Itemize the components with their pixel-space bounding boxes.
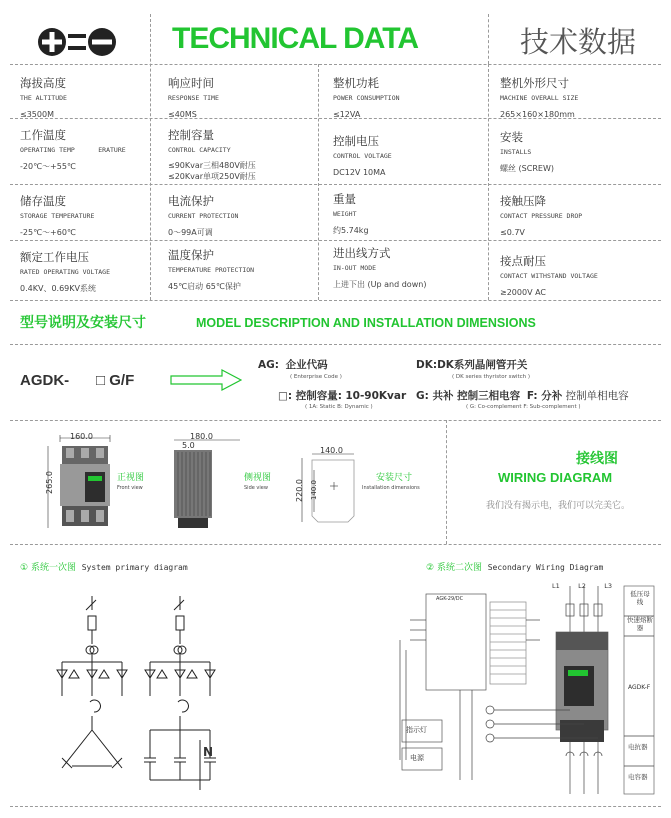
spec-contact-withstand-voltage: 接点耐压 CONTACT WITHSTAND VOLTAGE ≥2000V AC — [500, 254, 598, 297]
label-indicator: 指示灯 — [406, 726, 427, 734]
page-title-cn: 技术数据 — [520, 25, 637, 59]
spec-temperature-protection: 温度保护 TEMPERATURE PROTECTION 45℃启动 65℃保护 — [168, 248, 255, 291]
install-inner-height-dim: 140.0 — [310, 479, 319, 501]
model-ag-sub: ( Enterprise Code ) — [290, 374, 342, 380]
brand-logo-icon — [36, 26, 118, 58]
label-power: 电源 — [410, 754, 424, 762]
model-code-suffix: □ G/F — [96, 372, 135, 389]
spec-operating-temp: 工作温度 OPERATING TEMP ERATURE -20℃～+55℃ — [20, 128, 126, 171]
wiring-note: 我们没有揭示电，我们可以完美它。 — [486, 501, 631, 511]
wiring-title-cn: 接线图 — [576, 451, 618, 467]
phase-labels: L1 L2 L3 — [552, 582, 612, 590]
install-height-dim: 220.0 — [294, 479, 304, 502]
neutral-label: N — [203, 745, 214, 759]
install-label: 安装尺寸 — [376, 473, 413, 483]
label-busbar: 低压母线 — [630, 590, 650, 606]
spec-power-consumption: 整机功耗 POWER CONSUMPTION ≤12VA — [333, 76, 400, 119]
spec-weight: 重量 WEIGHT 约5.74kg — [333, 192, 369, 235]
page-title: TECHNICAL DATA — [172, 22, 418, 55]
side-view-label: 侧视图 — [244, 473, 272, 483]
model-gf-sub: ( G: Co-complement F: Sub-complement ) — [466, 404, 581, 410]
install-width-dim: 140.0 — [320, 446, 343, 455]
spec-control-voltage: 控制电压 CONTROL VOLTAGE DC12V 10MA — [333, 134, 392, 177]
spec-current-protection: 电流保护 CURRENT PROTECTION 0～99A可调 — [168, 194, 239, 237]
front-view-label: 正视图 — [117, 473, 145, 483]
front-height-dim: 265.0 — [44, 471, 54, 494]
label-agdk-f: AGDK-F — [628, 684, 651, 691]
wiring-title-en: WIRING DIAGRAM — [498, 470, 613, 485]
model-gf: G: 共补 控制三相电容 F: 分补 控制单相电容 — [416, 390, 629, 402]
spec-contact-pressure-drop: 接触压降 CONTACT PRESSURE DROP ≤0.7V — [500, 194, 583, 237]
front-width-dim: 160.0 — [70, 432, 93, 441]
label-fuse: 快速熔断器 — [627, 616, 653, 632]
install-label-en: Installation dimensions — [362, 485, 420, 491]
spec-installs: 安装 INSTALLS 螺丝 (SCREW) — [500, 130, 554, 173]
spec-altitude: 海拔高度 THE ALTITUDE ≤3500M — [20, 76, 67, 119]
side-width-dim: 180.0 — [190, 432, 213, 441]
model-ag: AG: 企业代码 — [258, 359, 328, 371]
spec-in-out-mode: 进出线方式 IN-OUT MODE 上进下出 (Up and down) — [333, 246, 427, 289]
arrow-right-icon — [170, 369, 242, 391]
spec-rated-voltage: 额定工作电压 RATED OPERATING VOLTAGE 0.4KV、0.69KV系统 — [20, 250, 111, 293]
controller-label: AGK-29/DC — [436, 596, 464, 602]
side-view-label-en: Side view — [244, 485, 268, 491]
front-view-label-en: Front view — [117, 485, 143, 491]
model-capacity-sub: ( 1A: Static B: Dynamic ) — [305, 404, 373, 410]
spec-overall-size: 整机外形尺寸 MACHINE OVERALL SIZE 265×160×180mm — [500, 76, 579, 119]
primary-diagram — [40, 590, 230, 800]
model-code-prefix: AGDK- — [20, 372, 70, 389]
model-dk: DK:DK系列晶闸管开关 — [416, 359, 528, 371]
model-section-title-cn: 型号说明及安装尺寸 — [20, 315, 146, 331]
side-view-drawing — [168, 432, 244, 532]
label-capacitor: 电容器 — [628, 773, 648, 781]
side-offset-dim: 5.0 — [182, 441, 195, 450]
spec-response-time: 响应时间 RESPONSE TIME ≤40MS — [168, 76, 219, 119]
label-reactor: 电抗器 — [628, 743, 648, 751]
secondary-diagram-title: ② 系统二次图 Secondary Wiring Diagram — [426, 563, 604, 573]
model-dk-sub: ( DK series thyristor switch ) — [452, 374, 531, 380]
secondary-diagram — [380, 580, 660, 804]
primary-diagram-title: ① 系统一次图 System primary diagram — [20, 563, 188, 573]
spec-control-capacity: 控制容量 CONTROL CAPACITY ≤90Kvar三相480V耐压 ≤20Kvar单项250V耐压 — [168, 128, 256, 181]
model-section-title-en: MODEL DESCRIPTION AND INSTALLATION DIMENSIONS — [196, 316, 536, 330]
spec-storage-temp: 储存温度 STORAGE TEMPERATURE -25℃～+60℃ — [20, 194, 95, 237]
model-capacity: □: 控制容量: 10-90Kvar — [278, 390, 407, 402]
